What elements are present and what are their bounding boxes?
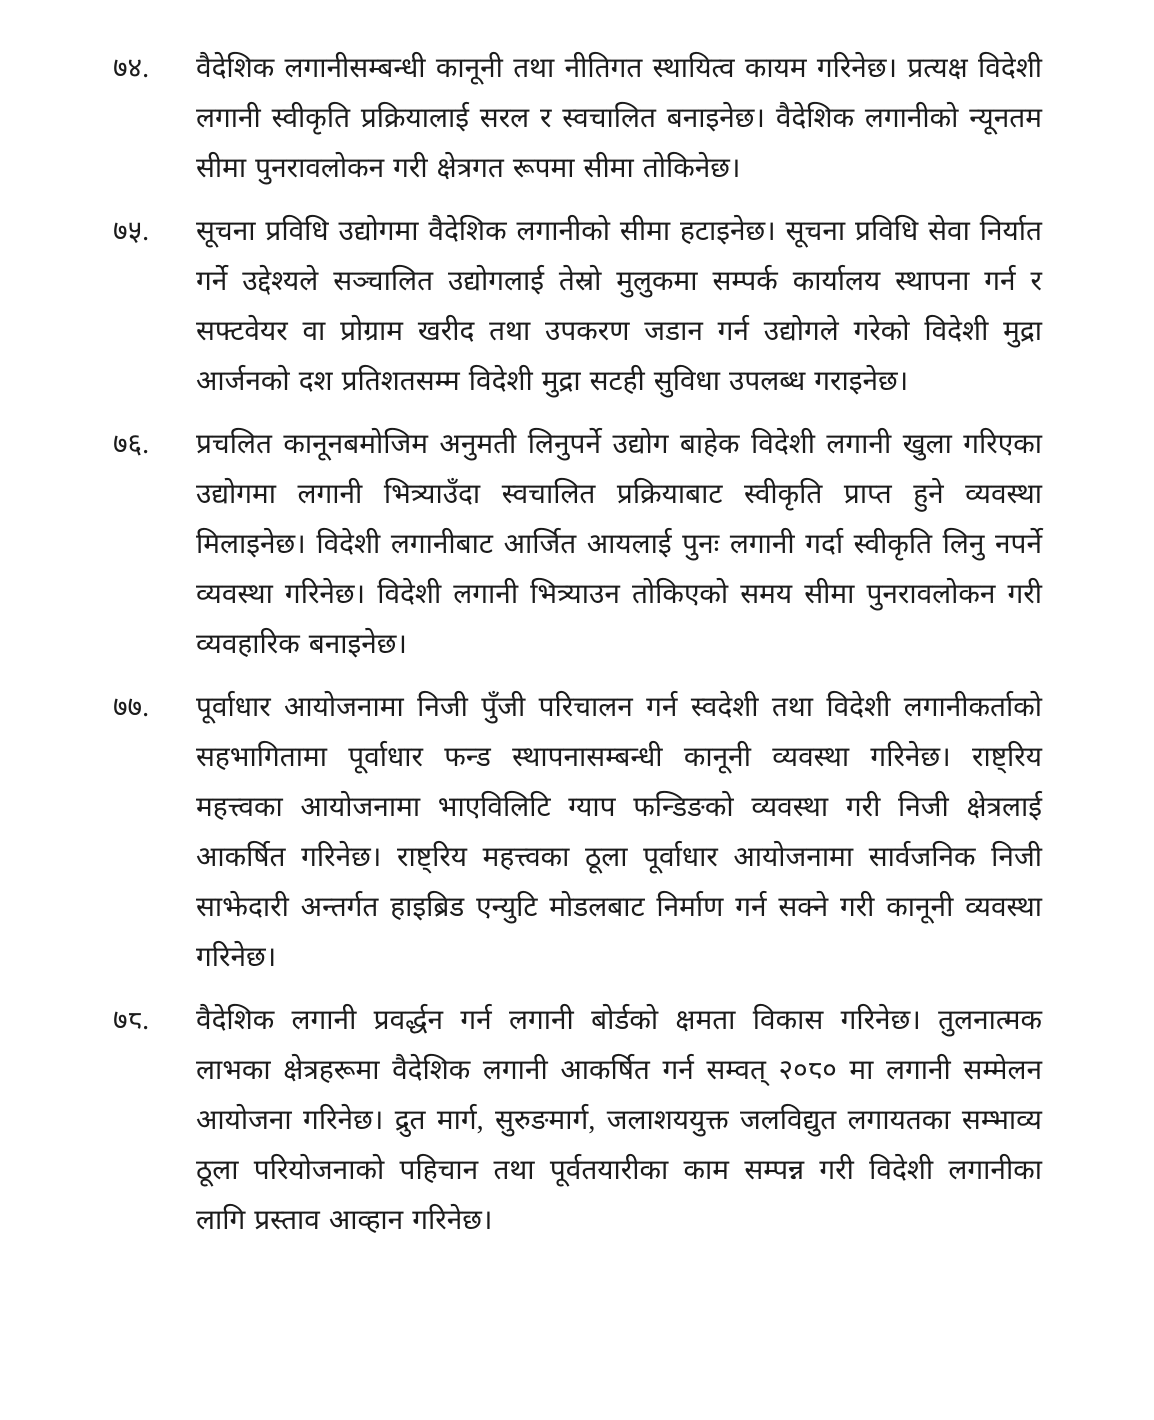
item-text: प्रचलित कानूनबमोजिम अनुमती लिनुपर्ने उद्योग बाहेक विदेशी लगानी खुला गरिएका उद्योगमा लगानी भित्र्याउँदा स्वचालित प्रक्रियाबाट स्वीकृति प्राप्त हुने व्यवस्था मिलाइनेछ। विदेशी लगानीबाट आर्जित आयलाई पुनः लगानी गर्दा स्वीकृति लिनु नपर्ने व्यवस्था गरिनेछ। विदेशी लगानी भित्र्याउन तोकिएको समय सीमा पुनरावलोकन गरी व्यवहारिक बनाइनेछ। [196, 429, 1042, 660]
item-text: वैदेशिक लगानी प्रवर्द्धन गर्न लगानी बोर्डको क्षमता विकास गरिनेछ। तुलनात्मक लाभका क्षेत्रहरूमा वैदेशिक लगानी आकर्षित गर्न सम्वत् २०८० मा लगानी सम्मेलन आयोजना गरिनेछ। द्रुत मार्ग, सुरुङमार्ग, जलाशययुक्त जलविद्युत लगायतका सम्भाव्य ठूला परियोजनाको पहिचान तथा पूर्वतयारीका काम सम्पन्न गरी विदेशी लगानीका लागि प्रस्ताव आव्हान गरिनेछ। [196, 1005, 1042, 1236]
list-item-77 [113, 683, 1042, 983]
item-text: सूचना प्रविधि उद्योगमा वैदेशिक लगानीको सीमा हटाइनेछ। सूचना प्रविधि सेवा निर्यात गर्ने उद्देश्यले सञ्चालित उद्योगलाई तेस्रो मुलुकमा सम्पर्क कार्यालय स्थापना गर्न र सफ्टवेयर वा प्रोग्राम खरीद तथा उपकरण जडान गर्न उद्योगले गरेको विदेशी मुद्रा आर्जनको दश प्रतिशतसम्म विदेशी मुद्रा सटही सुविधा उपलब्ध गराइनेछ। [196, 216, 1042, 397]
item-text: वैदेशिक लगानीसम्बन्धी कानूनी तथा नीतिगत स्थायित्व कायम गरिनेछ। प्रत्यक्ष विदेशी लगानी स्वीकृति प्रक्रियालाई सरल र स्वचालित बनाइनेछ। वैदेशिक लगानीको न्यूनतम सीमा पुनरावलोकन गरी क्षेत्रगत रूपमा सीमा तोकिनेछ। [196, 53, 1042, 184]
item-number: ७७. [113, 692, 150, 723]
item-number: ७५. [113, 216, 150, 247]
item-text: पूर्वाधार आयोजनामा निजी पुँजी परिचालन गर्न स्वदेशी तथा विदेशी लगानीकर्ताको सहभागितामा पूर्वाधार फन्ड स्थापनासम्बन्धी कानूनी व्यवस्था गरिनेछ। राष्ट्रिय महत्त्वका आयोजनामा भाएविलिटि ग्याप फन्डिङको व्यवस्था गरी निजी क्षेत्रलाई आकर्षित गरिनेछ। राष्ट्रिय महत्त्वका ठूला पूर्वाधार आयोजनामा सार्वजनिक निजी साझेदारी अन्तर्गत हाइब्रिड एन्युटि मोडलबाट निर्माण गर्न सक्ने गरी कानूनी व्यवस्था गरिनेछ। [196, 692, 1042, 973]
item-number: ७४. [113, 53, 150, 84]
item-number: ७८. [113, 1005, 150, 1036]
list-item-78 [113, 996, 1042, 1246]
item-number: ७६. [113, 429, 150, 460]
list-item-76 [113, 420, 1042, 670]
list-item-74 [113, 44, 1042, 194]
list-item-75 [113, 207, 1042, 407]
